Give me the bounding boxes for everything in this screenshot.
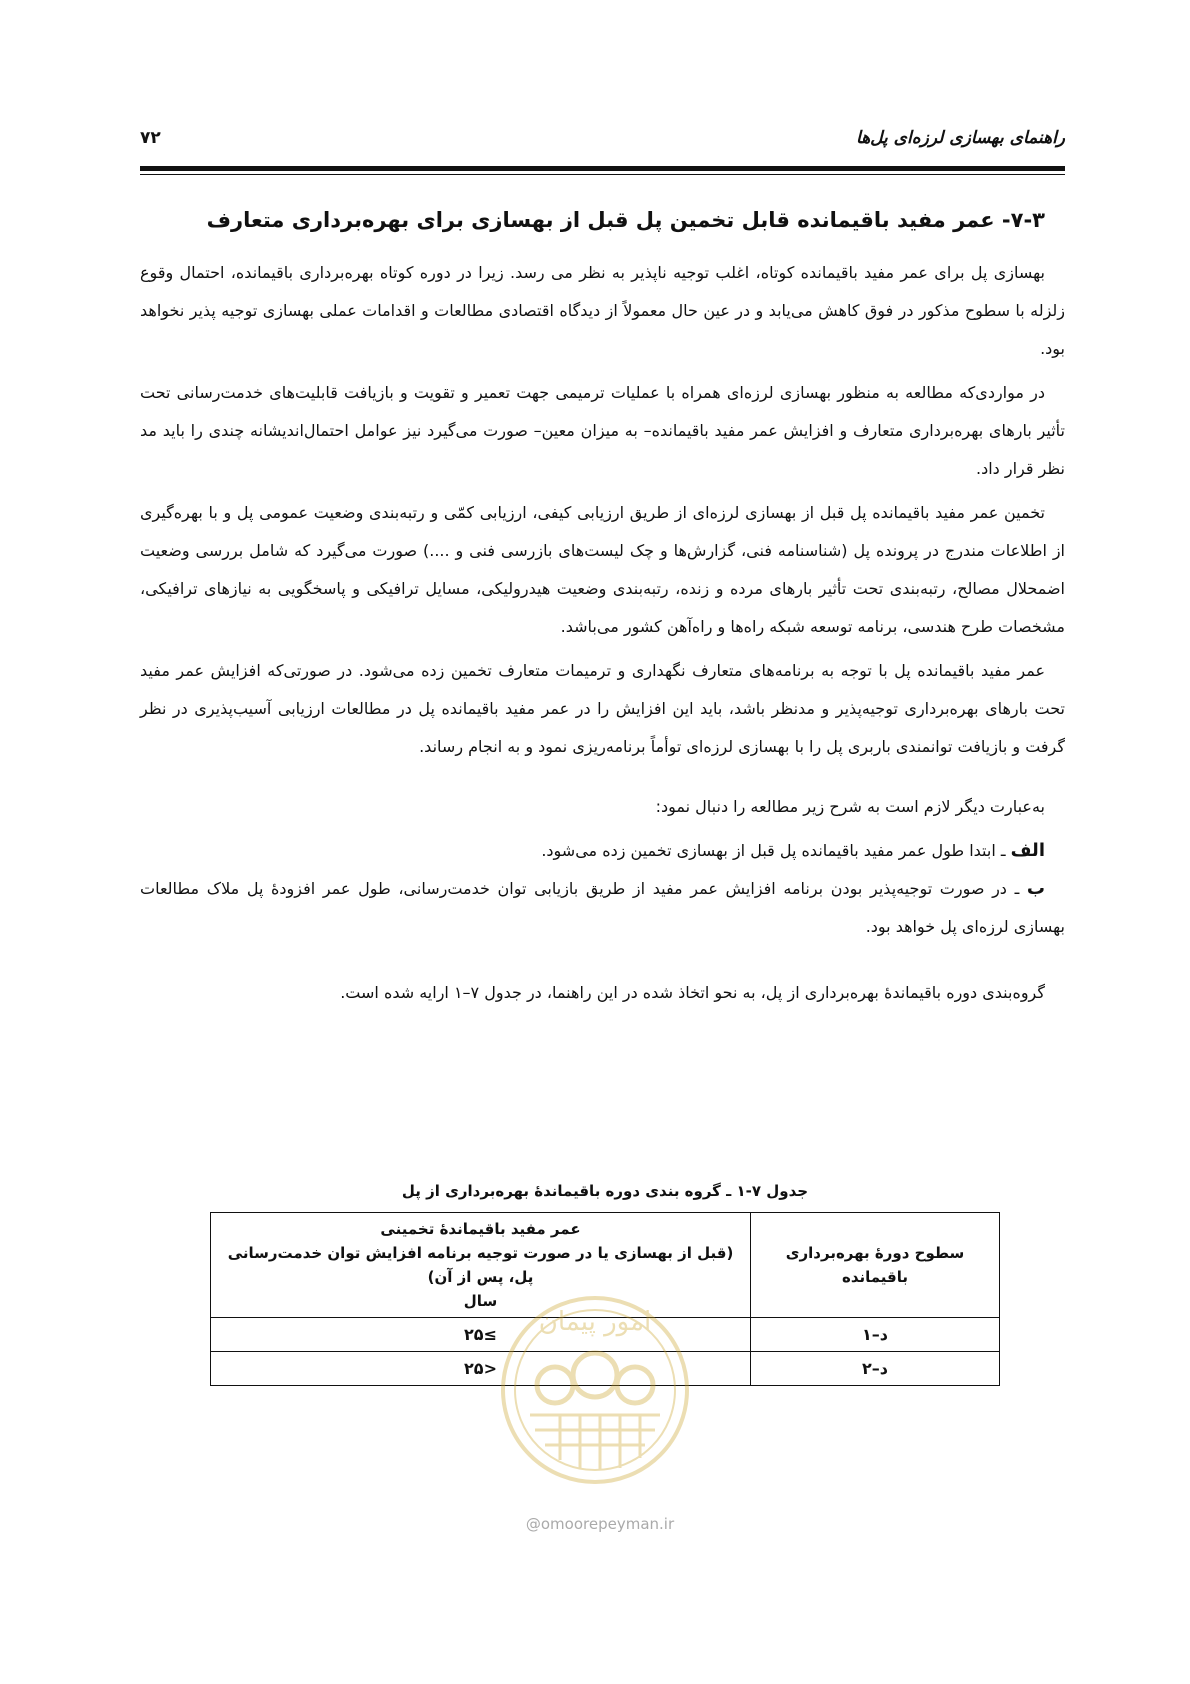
page-body (140, 208, 1065, 1018)
header-life-note: (قبل از بهسازی یا در صورت توجیه برنامه افزایش توان خدمت‌رسانی پل، پس از آن) (227, 1244, 734, 1286)
watermark-url: @omoorepeyman.ir (525, 1515, 675, 1533)
header-rule-thin (140, 174, 1065, 175)
header-life-unit: سال (463, 1292, 498, 1310)
cell-life: <۲۵ (211, 1352, 751, 1386)
paragraph-4: عمر مفید باقیمانده پل با توجه به برنامه‌های متعارف نگهداری و ترمیمات متعارف تخمین زده می‌شود. در صورتی‌که افزایش عمر مفید تحت بارهای بهره‌برداری توجیه‌پذیر و مدنظر باشد، باید این افزایش را در عمر مفید باقیمانده پل در مطالعات ارزیابی آسیب‌پذیری در نظر گرفت و بازیافت توانمندی باربری پل را با بهسازی لرزه‌ای توأماً برنامه‌ریزی نمود و به انجام رساند. (140, 661, 1065, 756)
page-number: ۷۲ (140, 128, 161, 148)
cell-level: د–۲ (751, 1352, 1000, 1386)
intro-line: به‌عبارت دیگر لازم است به شرح زیر مطالعه را دنبال نمود: (655, 797, 1045, 816)
paragraph-3: تخمین عمر مفید باقیمانده پل قبل از بهسازی لرزه‌ای از طریق ارزیابی کیفی، ارزیابی کمّی و رتبه‌بندی وضعیت عمومی پل و با بهره‌گیری از اطلاعات مندرج در پرونده پل (شناسنامه فنی، گزارش‌ها و چک لیست‌های بازرسی فنی و ....) صورت می‌گیرد که شامل بررسی وضعیت اضمحلال مصالح، رتبه‌بندی تحت تأثیر بارهای مرده و زنده، رتبه‌بندی وضعیت هیدرولیکی، مسایل ترافیکی و پاسخگویی به نیازهای ترافیکی، مشخصات طرح هندسی، برنامه توسعه شبکه راه‌ها و راه‌آهن کشور می‌باشد. (140, 503, 1065, 636)
watermark-logo-text: امور پیمان (538, 1307, 652, 1337)
list-item-alef (140, 832, 1065, 870)
header-rule-thick (140, 166, 1065, 171)
paragraph-1: بهسازی پل برای عمر مفید باقیمانده کوتاه، اغلب توجیه ناپذیر به نظر می رسد. زیرا در دوره کوتاه بهره‌برداری باقیمانده، احتمال وقوع زلزله با سطوح مذکور در فوق کاهش می‌یابد و در عین حال معمولاً از دیدگاه اقتصادی مطالعات و اقدامات عملی بهسازی توجیه پذیر نخواهد بود. (140, 263, 1065, 358)
header-level: سطوح دورهٔ بهره‌برداری باقیمانده (751, 1213, 1000, 1318)
item-letter: الف (1010, 840, 1045, 861)
table-caption: جدول ۷-۱ ـ گروه بندی دوره باقیماندهٔ بهره‌برداری از پل (401, 1182, 809, 1200)
book-title: راهنمای بهسازی لرزه‌ای پل‌ها (856, 128, 1065, 148)
header-life-title: عمر مفید باقیماندهٔ تخمینی (380, 1220, 581, 1238)
closing-line: گروه‌بندی دوره باقیماندهٔ بهره‌برداری از پل، به نحو اتخاذ شده در این راهنما، در جدول ۷–۱ ارایه شده است. (340, 983, 1045, 1002)
list-item-be (140, 870, 1065, 946)
cell-life: ≥۲۵ (211, 1318, 751, 1352)
cell-level: د–۱ (751, 1318, 1000, 1352)
page-header (140, 122, 1065, 156)
paragraph-2: در مواردی‌که مطالعه به منظور بهسازی لرزه‌ای همراه با عملیات ترمیمی جهت تعمیر و تقویت و بازیافت قابلیت‌های خدمت‌رسانی تحت تأثیر بارهای بهره‌برداری متعارف و افزایش عمر مفید باقیمانده– به میزان معین– صورت می‌گیرد نیز عوامل احتمال‌اندیشانه چندی را باید مد نظر قرار داد. (140, 383, 1065, 478)
item-text: ـ در صورت توجیه‌پذیر بودن برنامه افزایش عمر مفید از طریق بازیابی توان خدمت‌رسانی، طول عمر افزودهٔ پل ملاک مطالعات بهسازی لرزه‌ای پل خواهد بود. (140, 879, 1065, 936)
watermark-logo (490, 1290, 700, 1490)
item-text: ـ ابتدا طول عمر مفید باقیمانده پل قبل از بهسازی تخمین زده می‌شود. (541, 841, 1011, 860)
section-heading: ۷-۳- عمر مفید باقیمانده قابل تخمین پل قبل از بهسازی برای بهره‌برداری متعارف (206, 208, 1045, 232)
item-letter: ب (1026, 878, 1045, 899)
